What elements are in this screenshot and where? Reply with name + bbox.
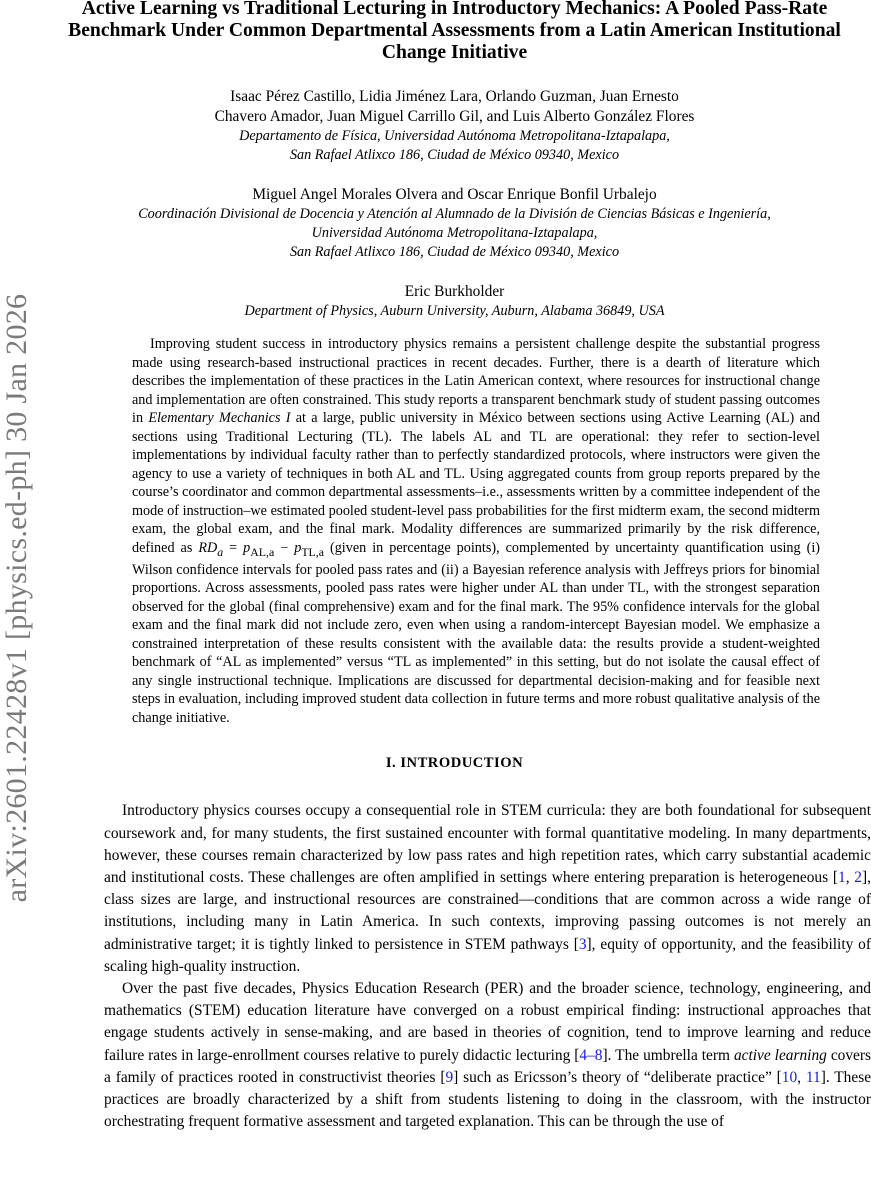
- paper-page: [40, 0, 869, 1133]
- affiliation-3: [40, 302, 869, 321]
- affiliation-line: San Rafael Atlixco 186, Ciudad de México 09340, Mexico: [289, 147, 620, 163]
- affiliation-line: Departamento de Física, Universidad Autónoma Metropolitana-Iztapalapa,: [239, 128, 670, 144]
- course-name: Elementary Mechanics I: [148, 410, 291, 426]
- affiliation-line: Department of Physics, Auburn University, Auburn, Alabama 36849, USA: [244, 303, 665, 319]
- abstract: Improving student success in introductory physics remains a persistent challenge despite the substantial progress made using research-based instructional practices in recent decades. Further, there is a dearth of literature which describes the implementation of these practices in the Latin American context, where resources for instructional change and implementation are often constrained. This study reports a transparent benchmark study of student passing outcomes in Elementary Mechanics I at a large, public university in México between sections using Active Learning (AL) and sections using Traditional Lecturing (TL). The labels AL and TL are operational: they refer to section-level implementations by individual faculty rather than to perfectly standardized protocols, where instructors were given the agency to use a variety of techniques in both AL and TL. Using aggregated counts from group reports prepared by the course’s coordinator and common departmental assessments–i.e., assessments written by a committee independent of the mode of instruction–we estimated pooled student-level pass probabilities for the first midterm exam, the second midterm exam, the global exam, and the final mark. Modality differences are summarized primarily by the risk difference, defined as $RD_a = p_{AL,a} - p_{TL,a}$ (given in percentage points), complemented by uncertainty quantification using (i) Wilson confidence intervals for pooled pass rates and (ii) a Bayesian reference analysis with Jeffreys priors for binomial proportions. Across assessments, pooled pass rates were higher under AL than under TL, with the strongest separation observed for the global (final comprehensive) exam and for the final mark. The 95% confidence intervals for the global exam and the final mark did not include zero, even when using a random-intercept Bayesian model. We emphasize a constrained interpretation of these results consistent with the available data: the results provide a student-weighted benchmark of “AL as implemented” versus “TL as implemented” in this setting, but do not isolate the causal effect of any single instructional technique. Implications are discussed for departmental decision-making and for feasible next steps in evaluation, including improved student data collection in future terms and more robust qualitative analysis of the change initiative.: [132, 336, 820, 726]
- affiliation-2: [40, 205, 869, 262]
- author-group-3: [40, 282, 869, 302]
- emphasis-term: active learning: [733, 1046, 827, 1064]
- author-names: Miguel Angel Morales Olvera and Oscar Enrique Bonfil Urbalejo: [252, 186, 657, 203]
- arxiv-sidebar: [2, 238, 32, 958]
- intro-paragraph-2: Over the past five decades, Physics Education Research (PER) and the broader science, technology, engineering, and mathematics (STEM) education literature have converged on a robust empirical finding: instructional approaches that engage students actively in sense-making, and are based in theories of cognition, tend to improve learning and reduce failure rates in large-enrollment courses relative to purely didactic lecturing [4–8]. The umbrella term active learning covers a family of practices rooted in constructivist theories [9] such as Ericsson’s theory of “deliberate practice” [10, 11]. These practices are broadly characterized by a shift from students listening to doing in the classroom, with the instructor orchestrating frequent formative assessment and targeted explanation. This can be through the use of: [104, 979, 871, 1131]
- intro-paragraph-1: Introductory physics courses occupy a consequential role in STEM curricula: they are both foundational for subsequent coursework and, for many students, the first sustained encounter with formal quantitative modeling. In many departments, however, these courses remain characterized by low pass rates and high repetition rates, which carry substantial academic and institutional costs. These challenges are often amplified in settings where entering preparation is heterogeneous [1, 2], class sizes are large, and instructional resources are constrained—conditions that are common across a wide range of institutions, including many in Latin America. In such contexts, improving passing outcomes is not merely an administrative target; it is tightly linked to persistence in STEM pathways [3], equity of opportunity, and the feasibility of scaling high-quality instruction.: [104, 802, 871, 975]
- citation-link[interactable]: 1: [837, 868, 846, 886]
- citation-link[interactable]: 3: [578, 935, 587, 953]
- author-names: Isaac Pérez Castillo, Lidia Jiménez Lara, Orlando Guzman, Juan Ernesto: [230, 88, 679, 105]
- affiliation-line: Universidad Autónoma Metropolitana-Iztapalapa,: [311, 225, 598, 241]
- citation-link[interactable]: 2: [854, 868, 862, 886]
- section-heading: I. INTRODUCTION: [385, 755, 524, 772]
- citation-link[interactable]: 9: [445, 1068, 454, 1086]
- author-names: Eric Burkholder: [404, 283, 505, 300]
- citation-link[interactable]: 11: [805, 1068, 821, 1086]
- paper-title: Active Learning vs Traditional Lecturing in Introductory Mechanics: A Pooled Pass-Rate Benchmark Under Common Departmental Assessments from a Latin American Institutional Change Initiative: [68, 0, 841, 63]
- affiliation-1: [40, 127, 869, 165]
- arxiv-identifier: arXiv:2601.22428v1 [physics.ed-ph] 30 Jan 2026: [0, 293, 33, 903]
- citation-link[interactable]: 10: [781, 1068, 798, 1086]
- author-group-2: [40, 185, 869, 205]
- author-names: Chavero Amador, Juan Miguel Carrillo Gil, and Luis Alberto González Flores: [214, 108, 695, 125]
- citation-link[interactable]: 4–8: [579, 1046, 603, 1064]
- affiliation-line: San Rafael Atlixco 186, Ciudad de México 09340, Mexico: [289, 244, 620, 260]
- affiliation-line: Coordinación Divisional de Docencia y Atención al Alumnado de la División de Ciencias Básicas e Ingeniería,: [138, 206, 771, 222]
- risk-difference-formula: $RD_a = p_{AL,a} - p_{TL,a}$: [198, 539, 324, 559]
- author-group-1: [40, 87, 869, 127]
